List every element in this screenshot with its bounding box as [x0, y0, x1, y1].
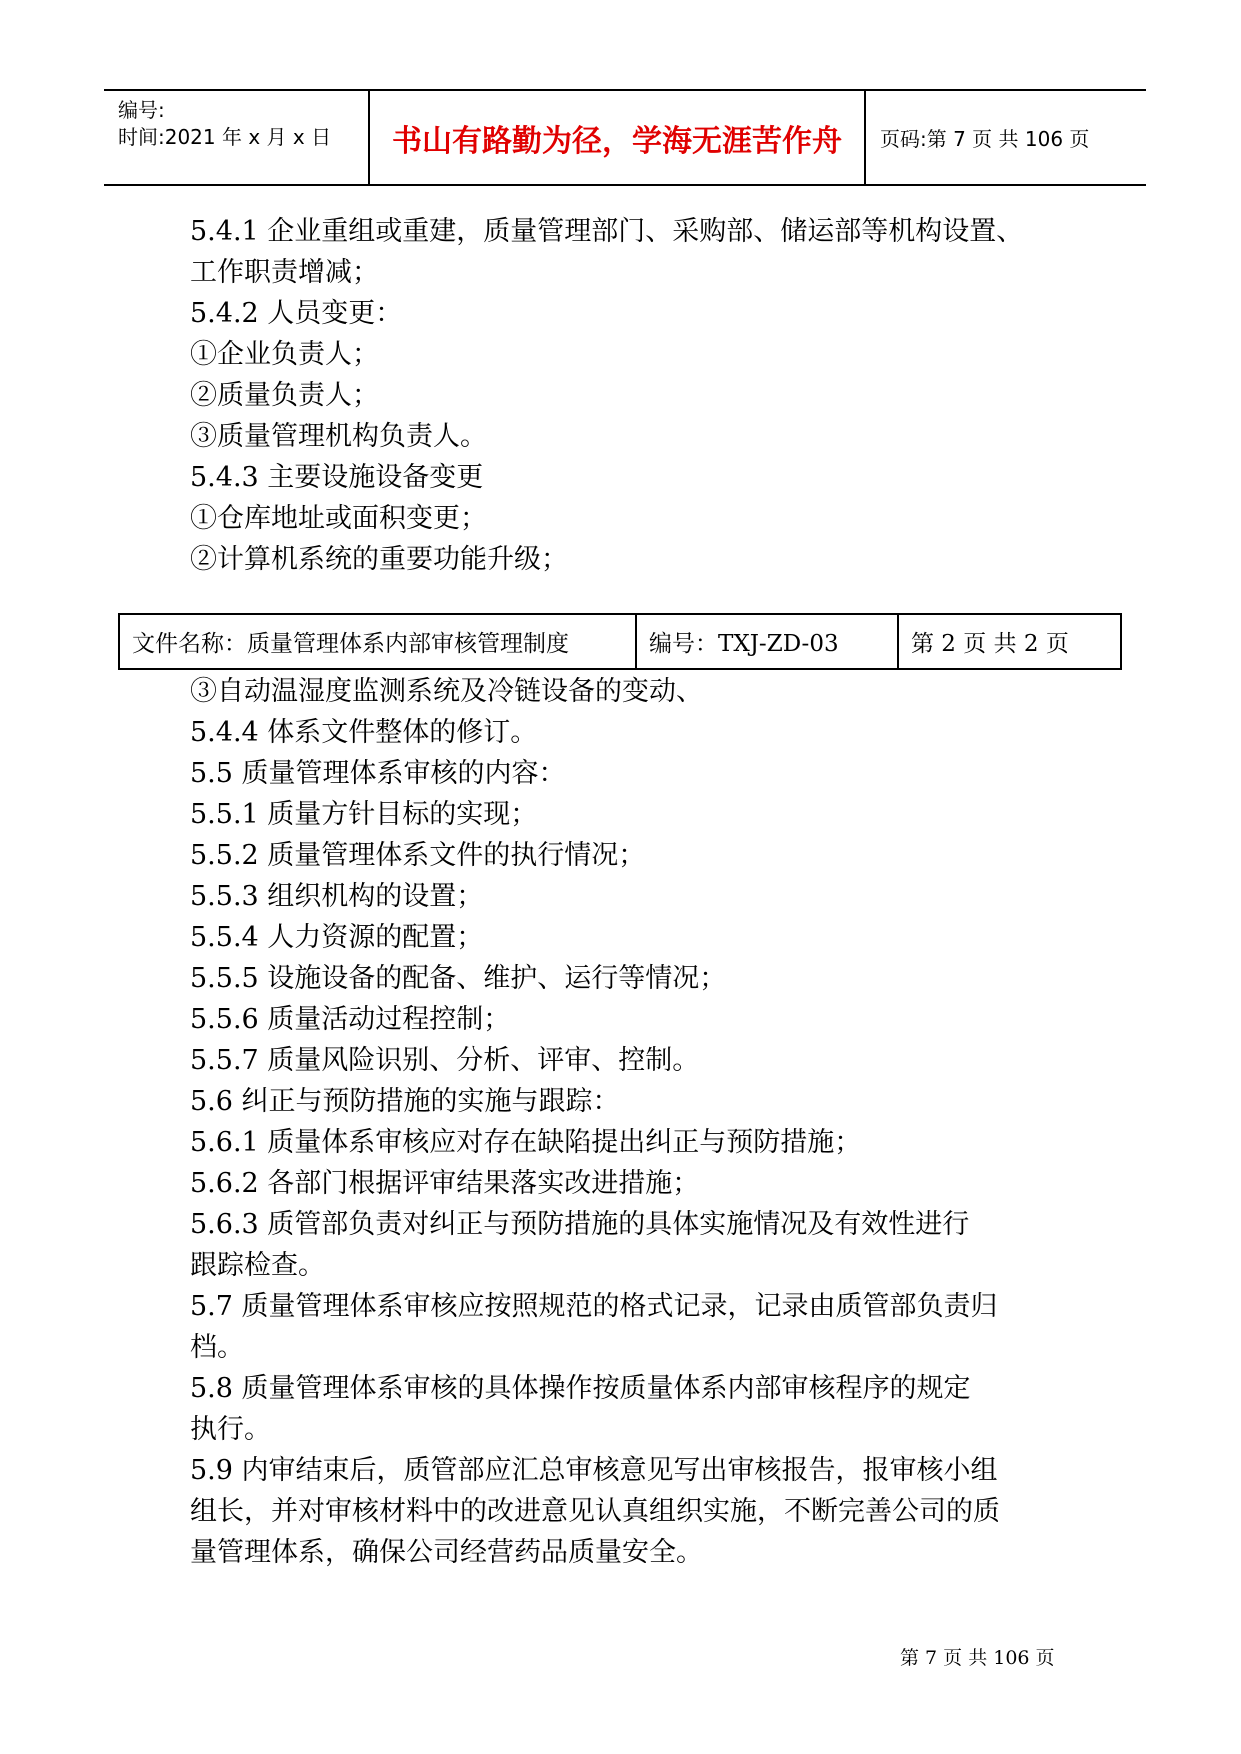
text-line: 5.9 内审结束后，质管部应汇总审核意见写出审核报告，报审核小组 — [190, 1455, 998, 1486]
text-line: 5.4.4 体系文件整体的修订。 — [190, 717, 538, 748]
text-line: 5.6.2 各部门根据评审结果落实改进措施； — [190, 1168, 700, 1199]
text-line: 5.6 纠正与预防措施的实施与跟踪： — [190, 1086, 620, 1117]
text-line: 执行。 — [190, 1414, 271, 1445]
page-label: 页码:第 7 页 共 106 页 — [880, 127, 1090, 151]
text-line: 档。 — [190, 1332, 244, 1363]
number-label: 编号: — [118, 98, 165, 122]
text-line: 5.5.6 质量活动过程控制； — [190, 1004, 511, 1035]
text-line: 组长，并对审核材料中的改进意见认真组织实施，不断完善公司的质 — [190, 1496, 1000, 1527]
text-line: 5.5.3 组织机构的设置； — [190, 881, 484, 912]
page-footer: 第 7 页 共 106 页 — [900, 1647, 1055, 1669]
text-line: 5.6.3 质管部负责对纠正与预防措施的具体实施情况及有效性进行 — [190, 1209, 970, 1240]
text-line: 5.5 质量管理体系审核的内容： — [190, 758, 566, 789]
text-line: ③质量管理机构负责人。 — [190, 421, 487, 452]
text-line: 5.5.4 人力资源的配置； — [190, 922, 484, 953]
text-line: ①仓库地址或面积变更； — [190, 503, 487, 534]
text-line: ①企业负责人； — [190, 339, 379, 370]
text-line: 5.8 质量管理体系审核的具体操作按质量体系内部审核程序的规定 — [190, 1373, 971, 1404]
file-info-table — [118, 613, 1122, 670]
text-line: ③自动温湿度监测系统及冷链设备的变动、 — [190, 676, 703, 707]
file-pages-cell: 第 2 页 共 2 页 — [911, 631, 1069, 657]
text-line: 5.7 质量管理体系审核应按照规范的格式记录，记录由质管部负责归 — [190, 1291, 998, 1322]
text-line: 5.4.3 主要设施设备变更 — [190, 462, 484, 493]
time-label: 时间:2021 年 x 月 x 日 — [118, 125, 332, 149]
text-line: 5.5.7 质量风险识别、分析、评审、控制。 — [190, 1045, 700, 1076]
text-line: 5.6.1 质量体系审核应对存在缺陷提出纠正与预防措施； — [190, 1127, 862, 1158]
file-code-cell: 编号：TXJ-ZD-03 — [637, 615, 899, 668]
text-line: 5.4.2 人员变更： — [190, 298, 403, 329]
text-line: ②计算机系统的重要功能升级； — [190, 544, 568, 575]
motto: 书山有路勤为径，学海无涯苦作舟 — [370, 91, 866, 184]
text-line: 5.4.1 企业重组或重建，质量管理部门、采购部、储运部等机构设置、 — [190, 216, 1024, 247]
header-meta-cell — [104, 91, 370, 184]
text-line: ②质量负责人； — [190, 380, 379, 411]
text-line: 5.5.2 质量管理体系文件的执行情况； — [190, 840, 646, 871]
file-name-cell: 文件名称：质量管理体系内部审核管理制度 — [120, 615, 637, 668]
page-header — [104, 89, 1146, 186]
text-line: 5.5.1 质量方针目标的实现； — [190, 799, 538, 830]
text-line: 跟踪检查。 — [190, 1250, 325, 1281]
text-line: 工作职责增减； — [190, 257, 379, 288]
text-line: 5.5.5 设施设备的配备、维护、运行等情况； — [190, 963, 727, 994]
text-line: 量管理体系，确保公司经营药品质量安全。 — [190, 1537, 703, 1568]
